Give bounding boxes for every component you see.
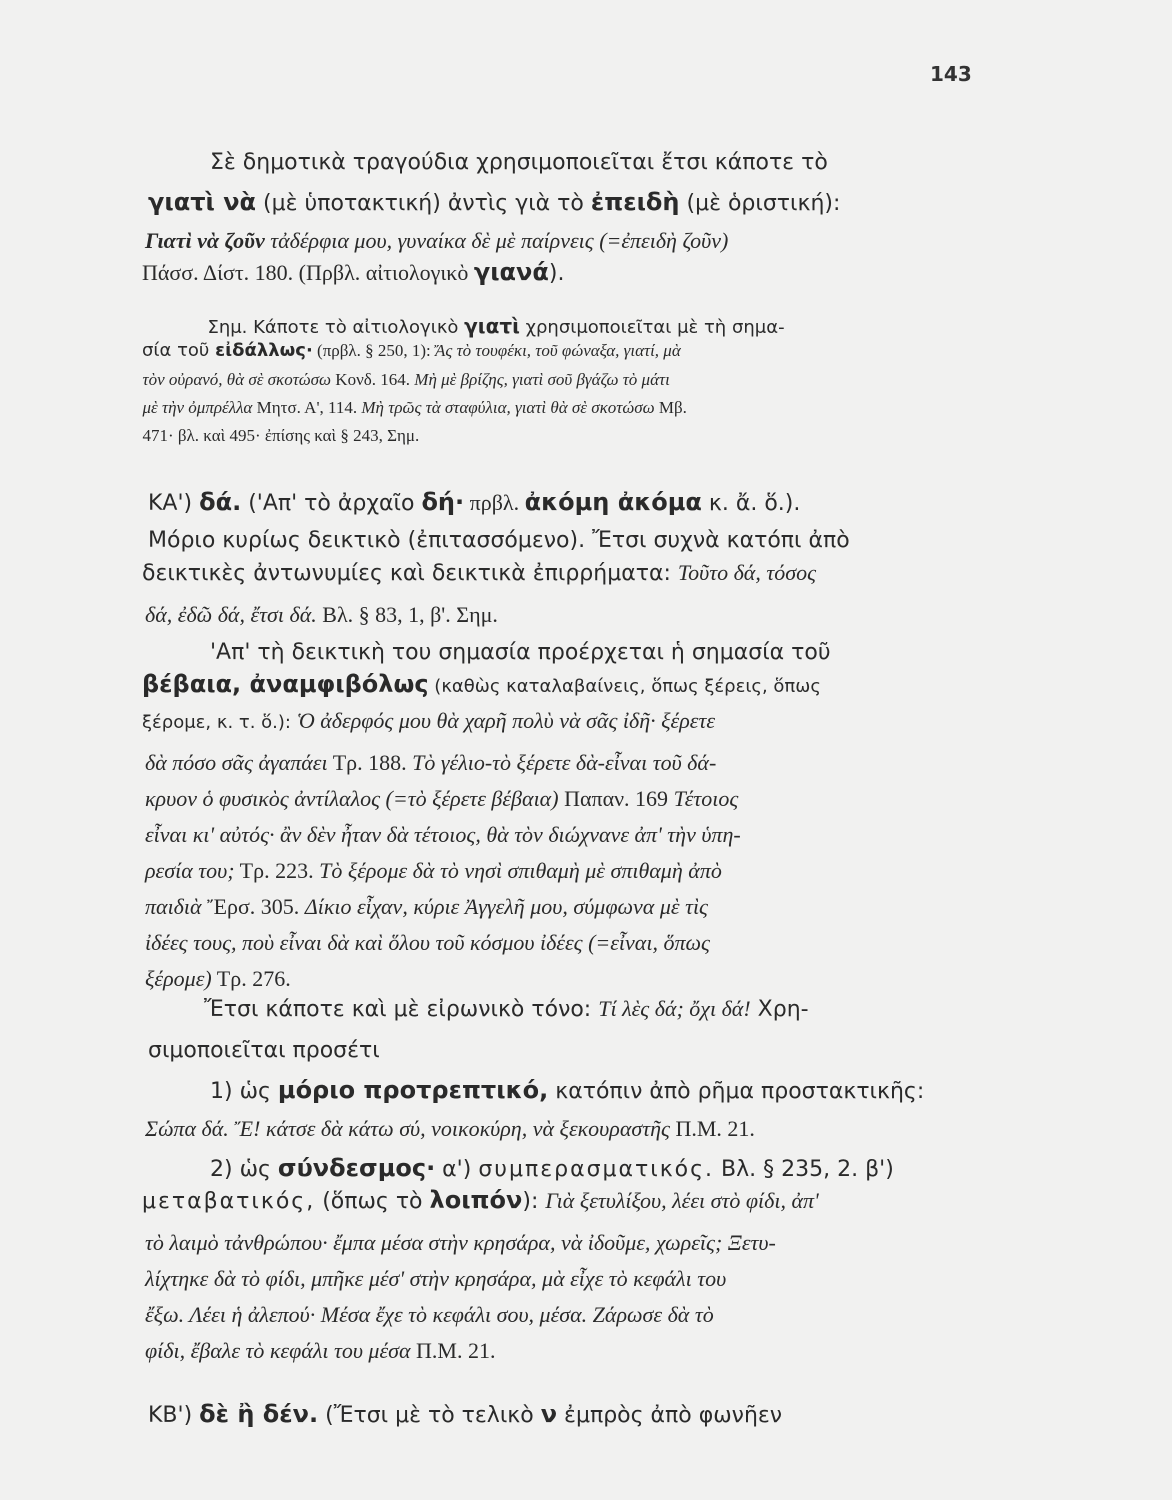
text-run: (Ἔτσι μὲ τὸ τελικὸ (318, 1403, 541, 1428)
text-run: 471· βλ. καὶ 495· ἐπίσης καὶ § 243, Σημ. (142, 426, 420, 445)
text-line (134, 244, 564, 285)
italic-example: δὰ πόσο σᾶς ἀγαπάει (145, 750, 328, 775)
text-line (134, 694, 715, 732)
italic-example: Δίκιο εἶχαν, κύριε Ἀγγελῆ μου, σύμφωνα μὲ τὶς (304, 894, 708, 919)
text-line (134, 546, 816, 585)
text-line (134, 1172, 819, 1213)
bold-term: λοιπόν (429, 1186, 523, 1214)
text-run: σιμοποιεῖται προσέτι (148, 1038, 380, 1063)
bold-term: γιατὶ νὰ (148, 188, 257, 216)
text-line (134, 656, 821, 696)
italic-example: Τέτοιος (673, 786, 739, 811)
italic-example: τἀδέρφια μου, γυναίκα δὲ μὲ παίρνεις (=ἐπειδὴ ζοῦν) (264, 228, 729, 253)
bold-term: δή· (421, 488, 465, 516)
text-run: 2) ὡς (210, 1157, 278, 1182)
bold-term: ν (540, 1400, 558, 1428)
text-run: Βλ. § 235, 2. β') (714, 1157, 894, 1182)
italic-example: τὸ λαιμὸ τἀνθρώπου· ἔμπα μέσα στὴν κρησάρα, νὰ ἰδοῦμε, χωρεῖς; Ξετυ- (145, 1230, 776, 1255)
text-run: Χρη- (750, 997, 809, 1022)
italic-example: Σώπα δά. Ἔ! κάτσε δὰ κάτω σύ, νοικοκύρη, νὰ ξεκουραστῆς (145, 1116, 670, 1141)
italic-example: Τὸ ξέρομε δὰ τὸ νησὶ σπιθαμὴ μὲ σπιθαμὴ ἀπὸ (319, 858, 722, 883)
text-run: Βλ. § 83, 1, β'. Σημ. (316, 602, 498, 627)
italic-example: ἰδέες τους, ποὺ εἶναι δὰ καὶ ὅλου τοῦ κόσμου ἰδέες (=εἶναι, ὅπως (145, 930, 710, 955)
text-run: (μὲ ὑποτακτική) ἀντὶς γιὰ τὸ (256, 191, 591, 216)
italic-example: Μὴ τρῶς τὰ σταφύλια, γιατὶ θὰ σὲ σκοτώσω (361, 398, 655, 417)
italic-example: Τί λὲς δά; ὄχι δά! (598, 996, 751, 1021)
text-line (196, 982, 809, 1021)
italic-example: Ὁ ἀδερφός μου θὰ χαρῆ πολὺ νὰ σᾶς ἰδῆ· ξέρετε (296, 708, 715, 733)
italic-example: ρεσία του; (145, 858, 235, 883)
text-run: (ὅπως τὸ (315, 1189, 430, 1214)
italic-example: μὲ τὴν ὀμπρέλλα (142, 398, 253, 417)
italic-example: ξέρομε) (145, 966, 212, 991)
text-run: α') (435, 1157, 479, 1182)
text-run: κ. ἄ. ὅ.). (701, 491, 801, 516)
text-run: ἐμπρὸς ἀπὸ φωνῆεν (557, 1403, 783, 1428)
text-run: Μόριο κυρίως δεικτικὸ (ἐπιτασσόμενο). Ἔτσι συχνὰ κατόπι ἀπὸ (148, 528, 850, 553)
italic-example: Γιὰ ξετυλίξου, λέει στὸ φίδι, ἀπ' (545, 1188, 819, 1213)
bold-term: δά. (199, 488, 242, 516)
italic-example: κρυον ὁ φυσικὸς ἀντίλαλος (=τὸ ξέρετε βέβαια) (145, 786, 559, 811)
italic-example: Τοῦτο δά, τόσος (677, 560, 816, 585)
text-run: Ἔρσ. 305. (201, 894, 305, 919)
text-run: ΚΒ') (148, 1403, 200, 1428)
text-run: Τρ. 188. (327, 750, 413, 775)
text-run: Τρ. 223. (234, 858, 320, 883)
text-run: Μβ. (654, 398, 687, 417)
text-run: χρησιμοποιεῖται μὲ τὴ σημα- (519, 317, 785, 338)
text-run: (μὲ ὁριστική): (679, 191, 841, 216)
spaced-term: μεταβατικός, (142, 1189, 316, 1214)
text-run: Σημ. Κάποτε τὸ αἰτιολογικὸ (207, 317, 465, 338)
text-run: Σὲ δημοτικὰ τραγούδια χρησιμοποιεῖται ἔτσι κάποτε τὸ (210, 150, 828, 175)
text-run: δεικτικὲς ἀντωνυμίες καὶ δεικτικὰ ἐπιρρήματα: (142, 561, 678, 586)
text-run: Παπαν. 169 (558, 786, 674, 811)
text-run: σία τοῦ (142, 340, 216, 361)
italic-example: δά, ἐδῶ δά, ἔτσι δά. (145, 602, 317, 627)
text-run: (πρβλ. § 250, 1): (312, 341, 436, 360)
bold-term: δὲ ἢ δέν. (199, 1400, 319, 1428)
text-run: Πάσσ. Δίστ. 180. (Πρβλ. αἰτιολογικὸ (142, 260, 474, 285)
text-run: κατόπιν ἀπὸ ρῆμα προστακτικῆς: (548, 1079, 925, 1104)
bold-term: γιανά (473, 258, 549, 286)
text-run: ξέρομε, κ. τ. ὅ.): (142, 712, 297, 733)
text-run: Π.Μ. 21. (410, 1338, 496, 1363)
italic-example: λίχτηκε δὰ τὸ φίδι, μπῆκε μέσ' στὴν κρησάρα, μὰ εἶχε τὸ κεφάλι του (145, 1266, 727, 1291)
text-run: Ἔτσι κάποτε καὶ μὲ εἰρωνικὸ τόνο: (204, 997, 599, 1022)
bold-term: βέβαια, ἀναμφιβόλως (142, 670, 429, 698)
italic-example: φίδι, ἔβαλε τὸ κεφάλι του μέσα (145, 1338, 411, 1363)
bold-term: μόριο προτρεπτικό, (277, 1076, 549, 1104)
bold-term: γιατὶ (464, 314, 520, 338)
text-run: Τρ. 276. (211, 966, 291, 991)
bold-term: ἀκόμη ἀκόμα (524, 488, 702, 516)
italic-example: Μὴ μὲ βρίζης, γιατὶ σοῦ βγάζω τὸ μάτι (414, 370, 670, 389)
section-heading (134, 1380, 782, 1427)
text-run: ). (548, 261, 565, 286)
bold-term: ἐπειδὴ (590, 188, 680, 216)
text-line (134, 1318, 496, 1362)
text-run: Π.Μ. 21. (669, 1116, 755, 1141)
text-line (134, 410, 419, 444)
text-run: Κονδ. 164. (331, 370, 415, 389)
italic-example: εἶναι κι' αὐτός· ἂν δὲν ἦταν δὰ τέτοιος, θὰ τὸν διώχνανε ἀπ' τὴν ὑπη- (145, 822, 741, 847)
text-run: πρβλ. (464, 490, 525, 515)
text-run: Μητσ. Α', 114. (252, 398, 362, 417)
text-run: ('Απ' τὸ ἀρχαῖο (241, 491, 422, 516)
text-run: ΚΑ') (148, 491, 200, 516)
text-run: 'Απ' τὴ δεικτικὴ του σημασία προέρχεται ἡ σημασία τοῦ (210, 640, 831, 665)
italic-example: Τὸ γέλιο-τὸ ξέρετε δὰ-εἶναι τοῦ δά- (412, 750, 717, 775)
text-run: (καθὼς καταλαβαίνεις, ὅπως ξέρεις, ὅπως (428, 676, 821, 697)
italic-example: παιδιὰ (145, 894, 202, 919)
text-run: 1) ὡς (210, 1079, 278, 1104)
italic-example: ἔξω. Λέει ἡ ἀλεπού· Μέσα ἔχε τὸ κεφάλι σου, μέσα. Ζάρωσε δὰ τὸ (145, 1302, 714, 1327)
bold-term: σύνδεσμος· (277, 1154, 436, 1182)
italic-example: Ἄς τὸ τουφέκι, τοῦ φώναξα, γιατί, μὰ (435, 341, 681, 360)
italic-example: τὸν οὐρανό, θὰ σὲ σκοτώσω (142, 370, 332, 389)
spaced-term: συμπερασματικός. (478, 1157, 715, 1182)
page-number: 143 (930, 62, 972, 86)
text-run: ): (522, 1189, 546, 1214)
bold-italic-term: Γιατὶ νὰ ζοῦν (145, 228, 265, 253)
bold-term: εἰδάλλως· (215, 340, 313, 361)
